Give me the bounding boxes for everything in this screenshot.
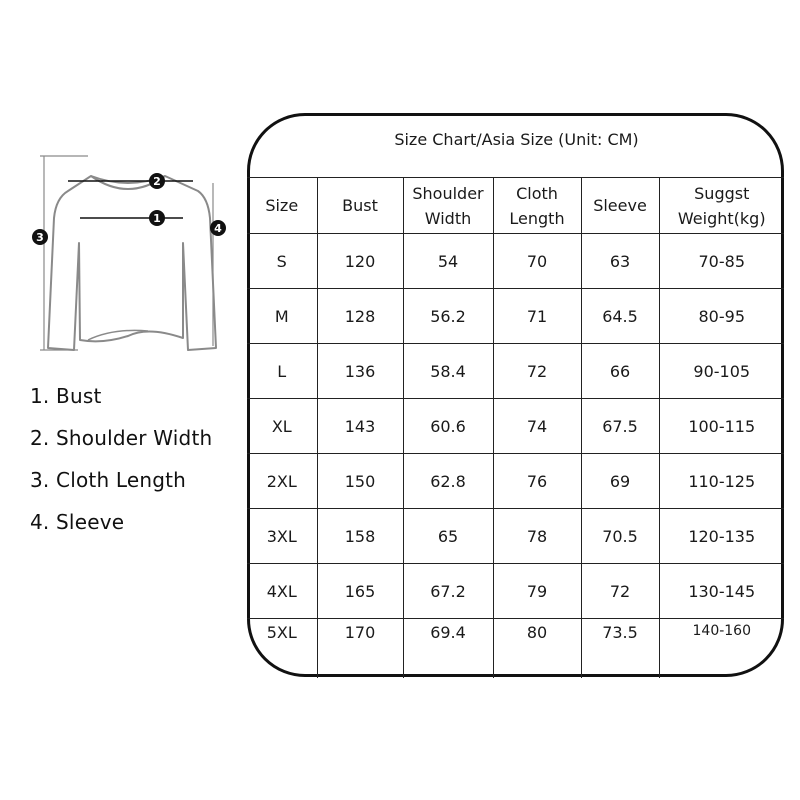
table-row <box>247 344 784 399</box>
cell-sleeve: 69 <box>581 454 659 509</box>
cell-weight: 140-160 <box>659 619 784 678</box>
cell-size: M <box>247 289 317 344</box>
table-row <box>247 564 784 619</box>
cell-shoulder: 60.6 <box>403 399 493 454</box>
svg-text:4: 4 <box>214 222 222 235</box>
marker-4 <box>210 220 226 236</box>
cell-bust: 150 <box>317 454 403 509</box>
cell-shoulder: 69.4 <box>403 619 493 678</box>
cell-weight: 100-115 <box>659 399 784 454</box>
cell-length: 76 <box>493 454 581 509</box>
cell-shoulder: 54 <box>403 234 493 289</box>
cell-size: S <box>247 234 317 289</box>
cell-length: 74 <box>493 399 581 454</box>
cell-shoulder: 67.2 <box>403 564 493 619</box>
cell-sleeve: 70.5 <box>581 509 659 564</box>
sweater-diagram <box>28 148 238 363</box>
header-shoulder-width: Shoulder Width <box>403 178 493 234</box>
table-row <box>247 234 784 289</box>
svg-text:1: 1 <box>153 212 161 225</box>
cell-weight: 70-85 <box>659 234 784 289</box>
cell-shoulder: 65 <box>403 509 493 564</box>
table-row <box>247 399 784 454</box>
cell-bust: 136 <box>317 344 403 399</box>
cell-bust: 170 <box>317 619 403 678</box>
cell-size: 5XL <box>247 619 317 678</box>
cell-length: 70 <box>493 234 581 289</box>
header-bust: Bust <box>317 178 403 234</box>
header-suggest-weight: Suggst Weight(kg) <box>659 178 784 234</box>
cell-length: 71 <box>493 289 581 344</box>
table-row <box>247 509 784 564</box>
svg-text:3: 3 <box>36 231 44 244</box>
cell-size: 3XL <box>247 509 317 564</box>
table-row <box>247 289 784 344</box>
size-chart-title: Size Chart/Asia Size (Unit: CM) <box>394 130 639 149</box>
cell-length: 80 <box>493 619 581 678</box>
cell-length: 78 <box>493 509 581 564</box>
cell-sleeve: 73.5 <box>581 619 659 678</box>
legend-item-shoulder-width: 2. Shoulder Width <box>30 426 213 450</box>
cell-bust: 158 <box>317 509 403 564</box>
cell-shoulder: 56.2 <box>403 289 493 344</box>
legend-item-cloth-length: 3. Cloth Length <box>30 468 187 492</box>
cell-weight: 130-145 <box>659 564 784 619</box>
svg-text:2: 2 <box>153 175 161 188</box>
legend-item-sleeve: 4. Sleeve <box>30 510 125 534</box>
header-row <box>247 178 784 234</box>
marker-1 <box>149 210 165 226</box>
cell-shoulder: 58.4 <box>403 344 493 399</box>
cell-length: 72 <box>493 344 581 399</box>
table-row <box>247 619 784 678</box>
cell-bust: 120 <box>317 234 403 289</box>
sweater-outline <box>48 176 216 350</box>
marker-3 <box>32 229 48 245</box>
legend-item-bust: 1. Bust <box>30 384 102 408</box>
cell-weight: 80-95 <box>659 289 784 344</box>
cell-sleeve: 72 <box>581 564 659 619</box>
cell-size: L <box>247 344 317 399</box>
cell-shoulder: 62.8 <box>403 454 493 509</box>
cell-size: 4XL <box>247 564 317 619</box>
cell-sleeve: 66 <box>581 344 659 399</box>
cell-sleeve: 64.5 <box>581 289 659 344</box>
cell-weight: 90-105 <box>659 344 784 399</box>
header-sleeve: Sleeve <box>581 178 659 234</box>
measurement-legend <box>30 380 212 548</box>
cell-size: XL <box>247 399 317 454</box>
table-row <box>247 454 784 509</box>
cell-sleeve: 67.5 <box>581 399 659 454</box>
header-cloth-length: Cloth Length <box>493 178 581 234</box>
cell-bust: 165 <box>317 564 403 619</box>
header-size: Size <box>247 178 317 234</box>
cell-bust: 143 <box>317 399 403 454</box>
cell-size: 2XL <box>247 454 317 509</box>
cell-sleeve: 63 <box>581 234 659 289</box>
marker-2 <box>149 173 165 189</box>
size-table <box>247 177 784 678</box>
cell-bust: 128 <box>317 289 403 344</box>
cell-weight: 110-125 <box>659 454 784 509</box>
cell-length: 79 <box>493 564 581 619</box>
cell-weight: 120-135 <box>659 509 784 564</box>
